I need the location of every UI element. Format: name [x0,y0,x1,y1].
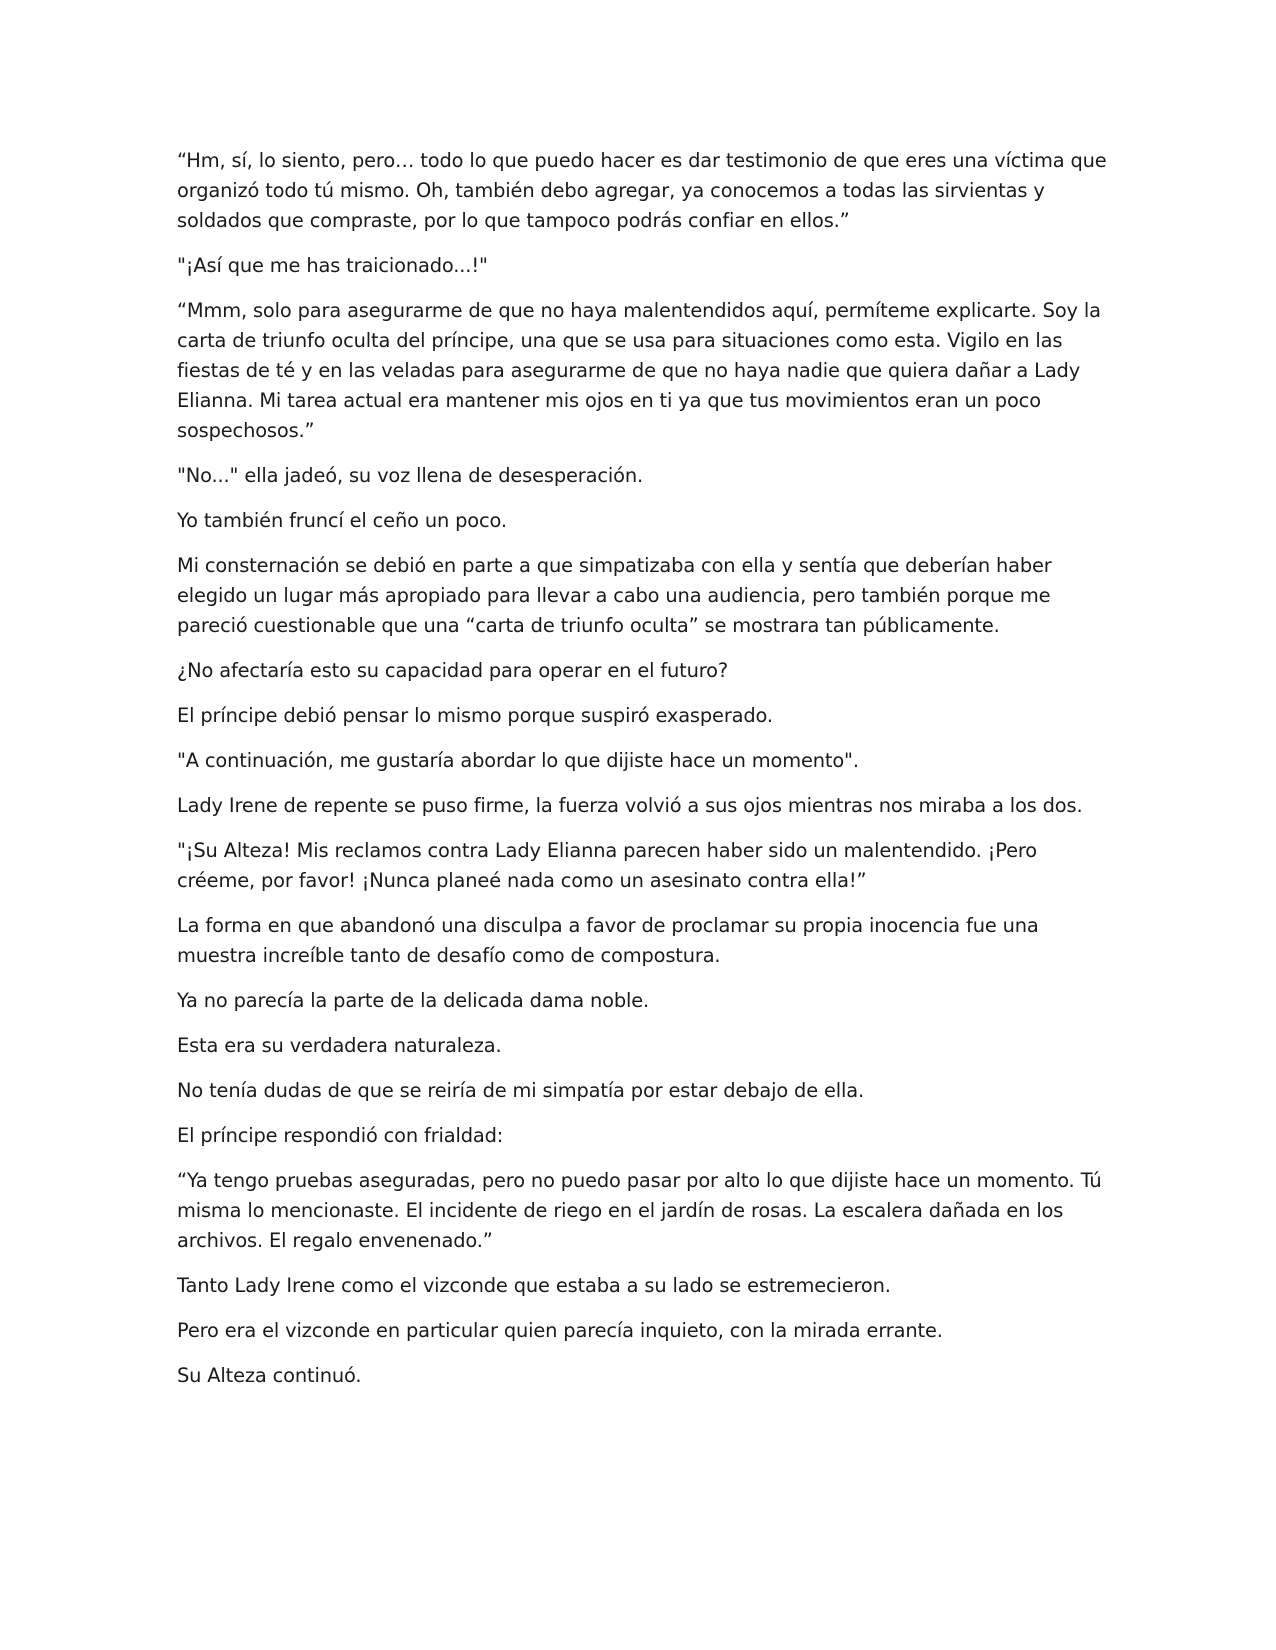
document-body [177,146,1107,1406]
paragraph: "¡Su Alteza! Mis reclamos contra Lady Elianna parecen haber sido un malentendido. ¡Pero créeme, por favor! ¡Nunca planeé nada como un asesinato contra ella!” [177,839,1037,892]
paragraph: "A continuación, me gustaría abordar lo que dijiste hace un momento". [177,749,859,772]
paragraph: “Hm, sí, lo siento, pero… todo lo que puedo hacer es dar testimonio de que eres una víctima que organizó todo tú mismo. Oh, también debo agregar, ya conocemos a todas las sirvientas y soldados que compraste, por lo que tampoco podrás confiar en ellos.” [177,149,1107,232]
paragraph: Lady Irene de repente se puso firme, la fuerza volvió a sus ojos mientras nos miraba a los dos. [177,794,1083,817]
paragraph: Su Alteza continuó. [177,1364,362,1387]
paragraph: "¡Así que me has traicionado...!" [177,254,488,277]
paragraph: "No..." ella jadeó, su voz llena de desesperación. [177,464,643,487]
paragraph: La forma en que abandonó una disculpa a favor de proclamar su propia inocencia fue una muestra increíble tanto de desafío como de compostura. [177,914,1039,967]
paragraph: Esta era su verdadera naturaleza. [177,1034,502,1057]
paragraph: Tanto Lady Irene como el vizconde que estaba a su lado se estremecieron. [177,1274,891,1297]
paragraph: ¿No afectaría esto su capacidad para operar en el futuro? [177,659,729,682]
paragraph: Pero era el vizconde en particular quien parecía inquieto, con la mirada errante. [177,1319,943,1342]
paragraph: “Ya tengo pruebas aseguradas, pero no puedo pasar por alto lo que dijiste hace un momento. Tú misma lo mencionaste. El incidente de riego en el jardín de rosas. La escalera dañada en los archivos. El regalo envenenado.” [177,1169,1102,1252]
paragraph: “Mmm, solo para asegurarme de que no haya malentendidos aquí, permíteme explicarte. Soy la carta de triunfo oculta del príncipe, una que se usa para situaciones como esta. Vigilo en las fiestas de té y en las veladas para asegurarme de que no haya nadie que quiera dañar a Lady Elianna. Mi tarea actual era mantener mis ojos en ti ya que tus movimientos eran un poco sospechosos.” [177,299,1101,442]
paragraph: Yo también fruncí el ceño un poco. [177,509,507,532]
paragraph: El príncipe respondió con frialdad: [177,1124,504,1147]
paragraph: Ya no parecía la parte de la delicada dama noble. [177,989,650,1012]
paragraph: El príncipe debió pensar lo mismo porque suspiró exasperado. [177,704,773,727]
paragraph: No tenía dudas de que se reiría de mi simpatía por estar debajo de ella. [177,1079,865,1102]
paragraph: Mi consternación se debió en parte a que simpatizaba con ella y sentía que deberían haber elegido un lugar más apropiado para llevar a cabo una audiencia, pero también porque me pareció cuestionable que una “carta de triunfo oculta” se mostrara tan públicamente. [177,554,1052,637]
